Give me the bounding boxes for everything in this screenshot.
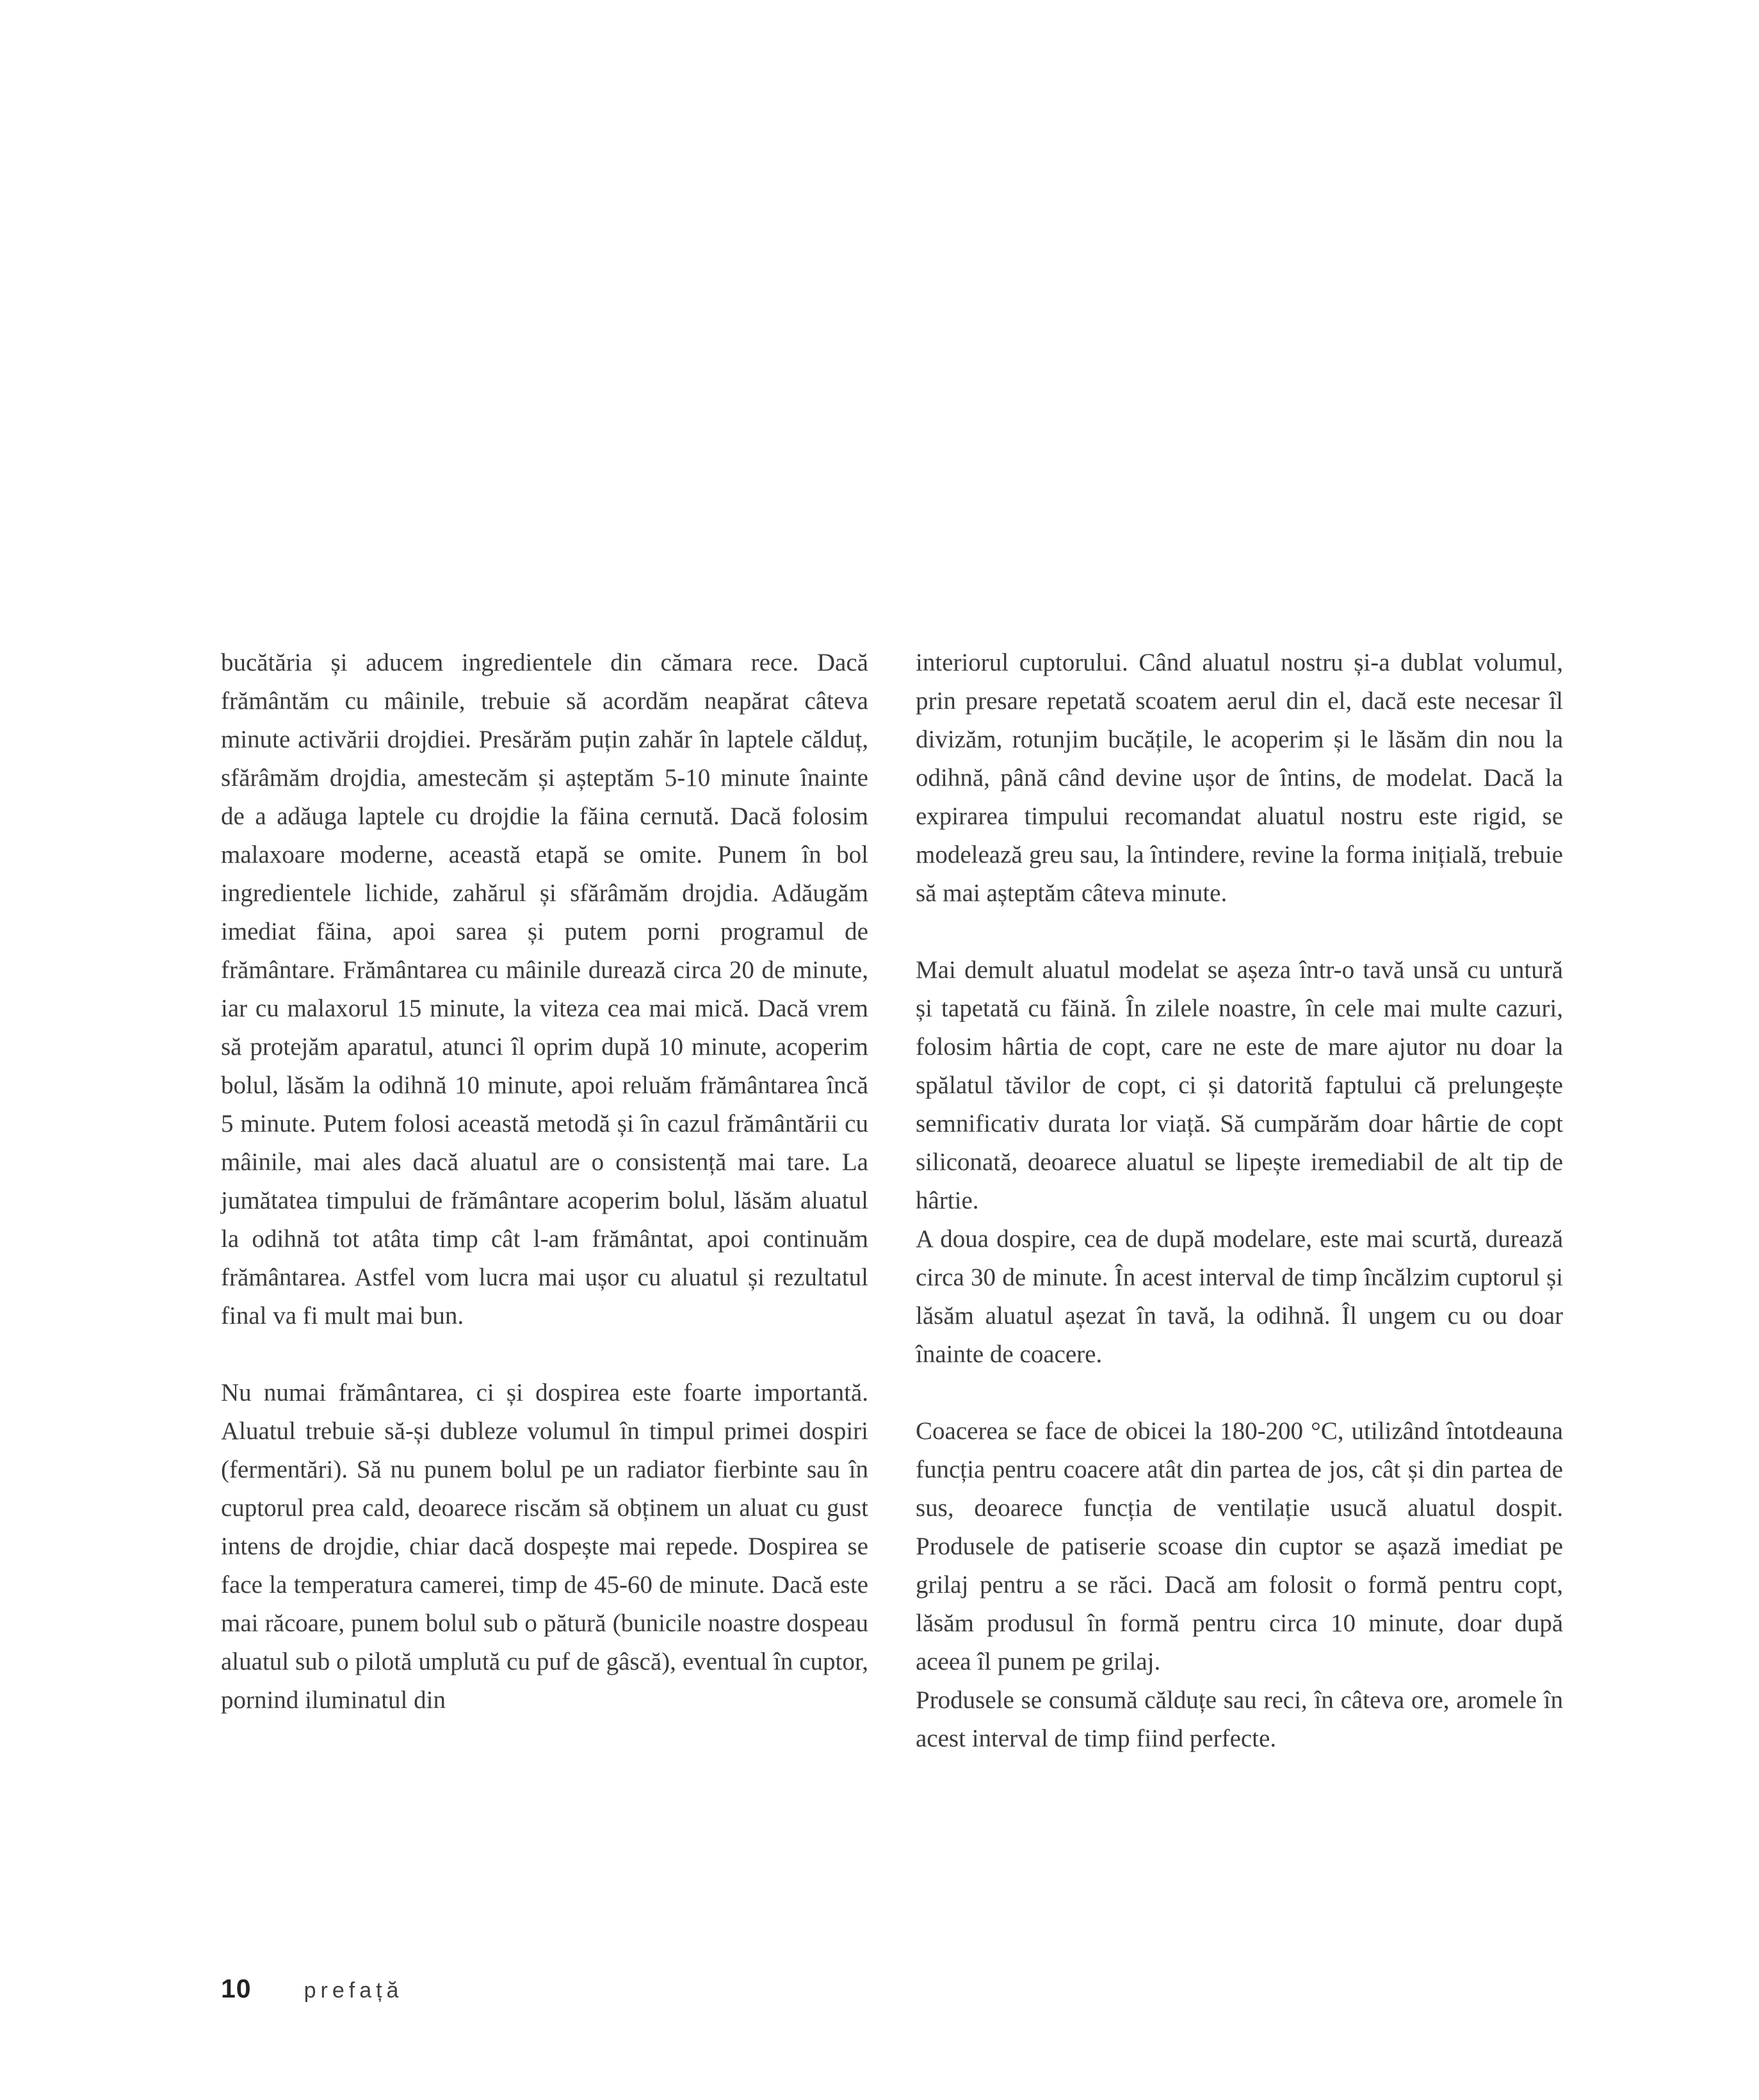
page-number: 10 — [221, 1974, 252, 2003]
left-column — [221, 644, 868, 1758]
text-columns — [221, 644, 1563, 1758]
paragraph: Nu numai frământarea, ci și dospirea este foarte importantă. Aluatul trebuie să-și dubleze volumul în timpul primei dospiri (fermentări). Să nu punem bolul pe un radiator fierbinte sau în cuptorul prea cald, deoarece riscăm să obținem un aluat cu gust intens de drojdie, chiar dacă dospește mai repede. Dospirea se face la temperatura camerei, timp de 45-60 de minute. Dacă este mai răcoare, punem bolul sub o pătură (bunicile noastre dospeau aluatul sub o pilotă umplută cu puf de gâscă), eventual în cuptor, pornind iluminatul din — [221, 1379, 868, 1714]
paragraph: Produsele se consumă călduțe sau reci, în câteva ore, aromele în acest interval de timp fiind perfecte. — [916, 1686, 1563, 1752]
section-label: prefață — [304, 1978, 403, 2003]
paragraph: interiorul cuptorului. Când aluatul nostru și-a dublat volumul, prin presare repetată scoatem aerul din el, dacă este necesar îl divizăm, rotunjim bucățile, le acoperim și le lăsăm din nou la odihnă, până când devine ușor de întins, de modelat. Dacă la expirarea timpului recomandat aluatul nostru este rigid, se modelează greu sau, la întindere, revine la forma inițială, trebuie să mai așteptăm câteva minute. — [916, 649, 1563, 907]
paragraph: bucătăria și aducem ingredientele din cămara rece. Dacă frământăm cu mâinile, trebuie să acordăm neapărat câteva minute activării drojdiei. Presărăm puțin zahăr în laptele călduț, sfărâmăm drojdia, amestecăm și așteptăm 5-10 minute înainte de a adăuga laptele cu drojdie la făina cernută. Dacă folosim malaxoare moderne, această etapă se omite. Punem în bol ingredientele lichide, zahărul și sfărâmăm drojdia. Adăugăm imediat făina, apoi sarea și putem porni programul de frământare. Frământarea cu mâinile durează circa 20 de minute, iar cu malaxorul 15 minute, la viteza cea mai mică. Dacă vrem să protejăm aparatul, atunci îl oprim după 10 minute, acoperim bolul, lăsăm la odihnă 10 minute, apoi reluăm frământarea încă 5 minute. Putem folosi această metodă și în cazul frământării cu mâinile, mai ales dacă aluatul are o consistență mai tare. La jumătatea timpului de frământare acoperim bolul, lăsăm aluatul la odihnă tot atâta timp cât l-am frământat, apoi continuăm frământarea. Astfel vom lucra mai ușor cu aluatul și rezultatul final va fi mult mai bun. — [221, 649, 868, 1330]
paragraph: Coacerea se face de obicei la 180-200 °C, utilizând întotdeauna funcția pentru coacere atât din partea de jos, cât și din partea de sus, deoarece funcția de ventilație usucă aluatul dospit. Produsele de patiserie scoase din cuptor se așază imediat pe grilaj pentru a se răci. Dacă am folosit o formă pentru copt, lăsăm produsul în formă pentru circa 10 minute, doar după aceea îl punem pe grilaj. — [916, 1417, 1563, 1675]
right-column — [916, 644, 1563, 1758]
paragraph: Mai demult aluatul modelat se așeza într-o tavă unsă cu untură și tapetată cu făină. În zilele noastre, în cele mai multe cazuri, folosim hârtia de copt, care ne este de mare ajutor nu doar la spălatul tăvilor de copt, ci și datorită faptului că prelungește semnificativ durata lor viață. Să cumpărăm doar hârtie de copt siliconată, deoarece aluatul se lipește iremediabil de alt tip de hârtie. — [916, 956, 1563, 1214]
page-footer — [221, 1974, 403, 2004]
paragraph: A doua dospire, cea de după modelare, este mai scurtă, durează circa 30 de minute. În acest interval de timp încălzim cuptorul și lăsăm aluatul așezat în tavă, la odihnă. Îl ungem cu ou doar înainte de coacere. — [916, 1225, 1563, 1368]
